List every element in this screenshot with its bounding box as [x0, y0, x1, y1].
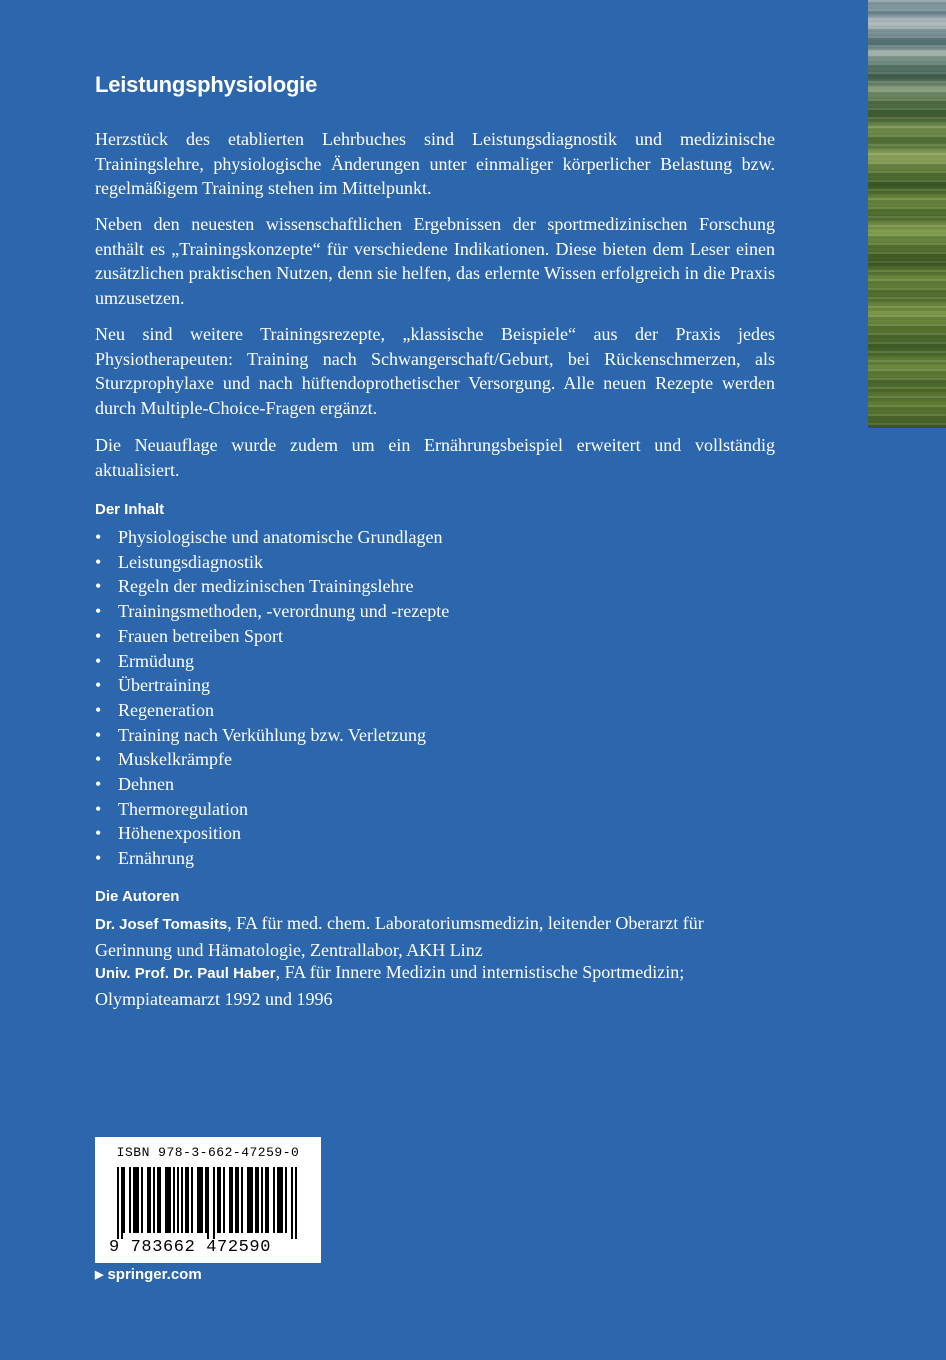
barcode-bar — [285, 1167, 287, 1233]
barcode-bar — [237, 1167, 239, 1233]
barcode-bar — [121, 1167, 123, 1239]
barcode-bar — [249, 1167, 251, 1233]
description-paragraph-1: Herzstück des etablierten Lehrbuches sind Leistungsdiagnostik und medizinische Trainingslehre, physiologische Änderungen unter einmaliger körperlicher Belastung bzw. regelmäßigem Training stehen im Mittelpunkt. — [95, 129, 775, 199]
bullet-icon: • — [95, 625, 102, 646]
barcode-bar — [167, 1167, 169, 1233]
contents-heading: Der Inhalt — [95, 501, 165, 518]
list-item — [95, 772, 449, 797]
barcode-bar — [267, 1167, 269, 1233]
barcode-bar — [291, 1167, 293, 1239]
barcode-bar — [165, 1167, 167, 1233]
barcode-bar — [235, 1167, 237, 1233]
list-item-label: Muskelkrämpfe — [118, 749, 232, 770]
barcode-bar — [199, 1167, 201, 1233]
contents-list — [95, 525, 449, 871]
list-item-label: Regeln der medizinischen Trainingslehre — [118, 576, 414, 597]
list-item — [95, 525, 449, 550]
authors-heading: Die Autoren — [95, 888, 180, 905]
list-item-label: Trainingsmethoden, -verordnung und -rezepte — [118, 601, 450, 622]
bullet-icon: • — [95, 527, 102, 547]
list-item — [95, 649, 449, 674]
barcode-bar — [213, 1167, 215, 1239]
barcode-bar — [205, 1167, 207, 1233]
list-item — [95, 698, 449, 723]
barcode-bar — [129, 1167, 131, 1233]
barcode-bar — [281, 1167, 283, 1233]
barcode-bar — [173, 1167, 175, 1233]
list-item-label: Leistungsdiagnostik — [118, 551, 263, 572]
barcode-bar — [191, 1167, 193, 1233]
description-paragraph-4: Die Neuauflage wurde zudem um ein Ernährungsbeispiel erweitert und vollständig aktualisiert. — [95, 435, 775, 480]
bullet-icon: • — [95, 749, 102, 770]
list-item-label: Ernährung — [118, 848, 194, 869]
list-item-label: Dehnen — [118, 774, 174, 795]
list-item-label: Regeneration — [118, 699, 214, 720]
list-item — [95, 599, 449, 624]
list-item — [95, 797, 449, 822]
isbn-label: ISBN 978-3-662-47259-0 — [116, 1145, 300, 1160]
bullet-icon: • — [95, 774, 102, 795]
publisher-link[interactable] — [95, 1266, 202, 1283]
list-item-label: Frauen betreiben Sport — [118, 625, 283, 646]
barcode-bar — [177, 1167, 179, 1233]
bullet-icon: • — [95, 601, 102, 622]
barcode-bar — [137, 1167, 139, 1233]
list-item — [95, 574, 449, 599]
description-paragraph-2: Neben den neuesten wissenschaftlichen Ergebnissen der sportmedizinischen Forschung enthält es „Trainingskonzepte“ für verschiedene Indikationen. Diese bieten dem Leser einen zusätzlichen praktischen Nutzen, denn sie helfen, das erlernte Wissen erfolgreich in die Praxis umzusetzen. — [95, 214, 775, 308]
list-item-label: Thermoregulation — [118, 798, 248, 819]
barcode-bar — [255, 1167, 257, 1233]
barcode-bar — [149, 1167, 151, 1233]
barcode-bar — [117, 1167, 119, 1239]
barcode-bar — [157, 1167, 159, 1233]
isbn-barcode — [95, 1137, 321, 1263]
bullet-icon: • — [95, 551, 102, 572]
bullet-icon: • — [95, 798, 102, 819]
author-entry-1 — [95, 911, 785, 962]
barcode-bar — [261, 1167, 263, 1233]
bullet-icon: • — [95, 724, 102, 745]
barcode-bar — [231, 1167, 233, 1233]
barcode-bar — [247, 1167, 249, 1233]
barcode-bar — [207, 1167, 209, 1239]
list-item — [95, 550, 449, 575]
barcode-bar — [153, 1167, 155, 1233]
barcode-bar — [223, 1167, 225, 1233]
bullet-icon: • — [95, 576, 102, 597]
barcode-digits: 9 783662 472590 — [109, 1238, 272, 1257]
arrow-right-icon: ▶ — [95, 1269, 104, 1281]
cover-photo-strip — [868, 0, 946, 428]
bullet-icon: • — [95, 823, 102, 844]
author-description: , FA für med. chem. Laboratoriumsmedizin, leitender Oberarzt für Gerinnung und Hämatologie, Zentrallabor, AKH Linz — [95, 913, 704, 960]
barcode-bar — [257, 1167, 259, 1233]
bullet-icon: • — [95, 699, 102, 720]
author-description: , FA für Innere Medizin und internistische Sportmedizin; Olympiateamarzt 1992 und 1996 — [95, 962, 685, 1009]
bullet-icon: • — [95, 675, 102, 696]
list-item — [95, 673, 449, 698]
author-name: Univ. Prof. Dr. Paul Haber — [95, 965, 276, 982]
barcode-bars — [117, 1167, 301, 1239]
barcode-bar — [141, 1167, 143, 1233]
barcode-bar — [279, 1167, 281, 1233]
list-item — [95, 846, 449, 871]
book-title: Leistungsphysiologie — [95, 72, 318, 97]
barcode-bar — [187, 1167, 189, 1233]
barcode-bar — [201, 1167, 203, 1233]
list-item-label: Physiologische und anatomische Grundlagen — [118, 527, 443, 547]
barcode-bar — [295, 1167, 297, 1239]
list-item-label: Übertraining — [118, 675, 210, 696]
barcode-bar — [197, 1167, 199, 1233]
list-item — [95, 624, 449, 649]
barcode-bar — [159, 1167, 161, 1233]
barcode-bar — [229, 1167, 231, 1233]
barcode-bar — [135, 1167, 137, 1233]
bullet-icon: • — [95, 848, 102, 869]
barcode-bar — [181, 1167, 183, 1233]
barcode-bar — [217, 1167, 219, 1233]
barcode-bar — [123, 1167, 125, 1233]
barcode-bar — [185, 1167, 187, 1233]
bullet-icon: • — [95, 650, 102, 671]
barcode-bar — [277, 1167, 279, 1233]
barcode-bar — [273, 1167, 275, 1233]
list-item-label: Höhenexposition — [118, 823, 241, 844]
barcode-bar — [241, 1167, 243, 1233]
list-item-label: Training nach Verkühlung bzw. Verletzung — [118, 724, 426, 745]
barcode-bar — [147, 1167, 149, 1233]
barcode-bar — [133, 1167, 135, 1233]
author-entry-2 — [95, 960, 785, 1011]
list-item — [95, 821, 449, 846]
list-item-label: Ermüdung — [118, 650, 194, 671]
barcode-bar — [219, 1167, 221, 1233]
list-item — [95, 747, 449, 772]
list-item — [95, 723, 449, 748]
barcode-bar — [169, 1167, 171, 1233]
barcode-bar — [251, 1167, 253, 1233]
publisher-url: springer.com — [107, 1266, 202, 1283]
description-paragraph-3: Neu sind weitere Trainingsrezepte, „klassische Beispiele“ aus der Praxis jedes Physiotherapeuten: Training nach Schwangerschaft/Geburt, bei Rückenschmerzen, als Sturzprophylaxe und nach hüftendoprothetischer Versorgung. Alle neuen Rezepte werden durch Multiple-Choice-Fragen ergänzt. — [95, 324, 775, 418]
author-name: Dr. Josef Tomasits — [95, 916, 228, 933]
barcode-bar — [265, 1167, 267, 1233]
